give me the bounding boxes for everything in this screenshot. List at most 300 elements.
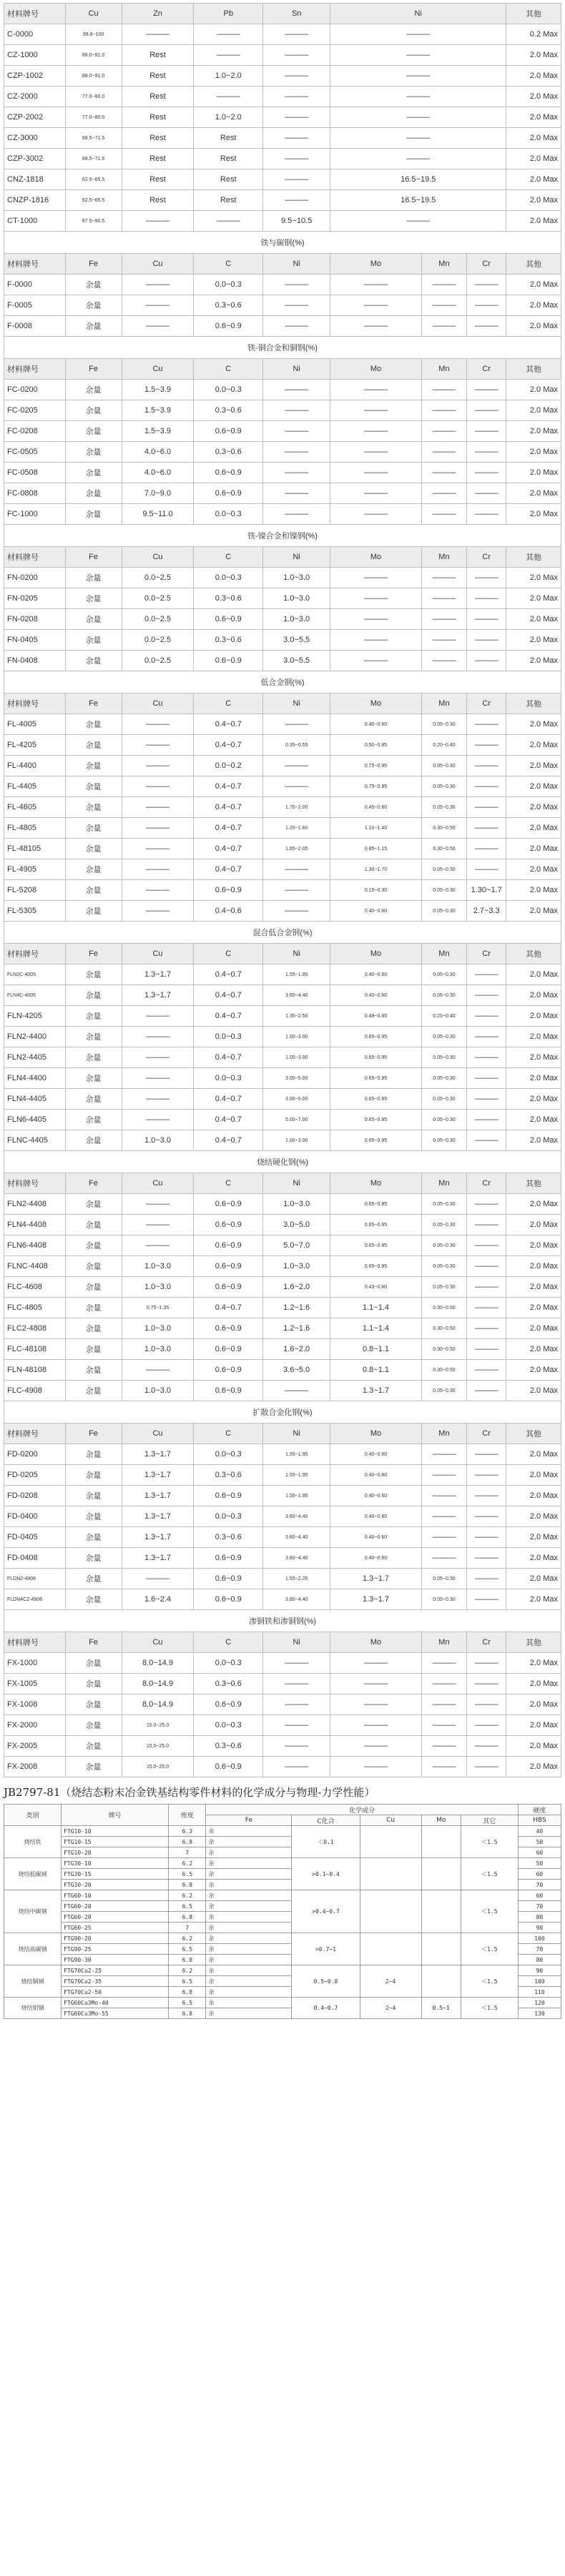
table-cell: ———	[421, 651, 467, 671]
table-cell: 0.6~0.9	[194, 651, 263, 671]
jb-header-mo: Mo	[421, 1815, 461, 1826]
table-cell: 1.0~3.0	[122, 1130, 194, 1151]
table-cell: 1.0~3.0	[122, 1381, 194, 1401]
table-row	[4, 1548, 561, 1569]
table-row	[4, 1339, 561, 1360]
table-cell: 1.30~1.7	[467, 880, 506, 901]
section-title-row	[4, 671, 561, 694]
table-cell: ———	[467, 1757, 506, 1777]
table-cell: 0.65~0.95	[330, 1256, 421, 1277]
table-cell: 1.6~2.0	[263, 1277, 330, 1298]
table-cell: 余量	[65, 1047, 122, 1068]
table-cell: 1.2~1.6	[263, 1298, 330, 1318]
table-row	[4, 985, 561, 1006]
table-cell: 余量	[65, 1089, 122, 1110]
table-cell: 1.3~1.7	[330, 1569, 421, 1589]
jb-other: ＜1.5	[461, 1998, 518, 2019]
table-row	[4, 714, 561, 735]
table-row	[4, 1506, 561, 1527]
table-cell: 0.4~0.6	[194, 901, 263, 922]
table-cell: 余量	[65, 1444, 122, 1465]
table-cell: 2.0 Max	[506, 1006, 561, 1027]
column-header: Mn	[421, 1173, 467, 1194]
table-cell: 16.5~19.5	[330, 169, 506, 190]
jb-other: ＜1.5	[461, 1965, 518, 1998]
table-cell: ———	[263, 1694, 330, 1715]
table-cell: FD-0200	[4, 1444, 66, 1465]
table-cell: 1.1~1.4	[330, 1318, 421, 1339]
table-cell: 8.0~14.9	[122, 1694, 194, 1715]
table-cell: ———	[122, 1110, 194, 1130]
jb-grade: FTG70Cu2-25	[62, 1965, 169, 1976]
table-cell: 余量	[65, 400, 122, 421]
table-cell: 99.8~100	[65, 24, 122, 45]
table-cell: 余量	[65, 1130, 122, 1151]
table-cell: 余量	[65, 985, 122, 1006]
table-cell: ———	[263, 87, 330, 107]
jb-density: 7	[169, 1923, 206, 1933]
jb-hardness: 60	[518, 1890, 561, 1901]
table-cell: ———	[467, 839, 506, 859]
jb-mo: 0.5~1	[421, 1998, 461, 2019]
table-cell: ———	[122, 1068, 194, 1089]
jb-mo	[421, 1933, 461, 1965]
jb-hardness: 100	[518, 1933, 561, 1944]
table-cell: 2.0 Max	[506, 776, 561, 797]
table-cell: ———	[467, 504, 506, 525]
table-cell: 3.6~5.0	[263, 1360, 330, 1381]
table-cell: ———	[263, 66, 330, 87]
table-cell: 0.30~0.50	[421, 818, 467, 839]
column-header: 材料牌号	[4, 547, 66, 568]
column-header: Fe	[65, 359, 122, 380]
table-cell: 余量	[65, 1027, 122, 1047]
table-cell: FLN2-4408	[4, 1194, 66, 1215]
column-header: 其他	[506, 547, 561, 568]
column-header: Cr	[467, 359, 506, 380]
column-header: Mn	[421, 1632, 467, 1653]
table-cell: ———	[421, 1694, 467, 1715]
jb-c: >0.7~1	[292, 1933, 360, 1965]
table-cell: FLN6-4405	[4, 1110, 66, 1130]
jb-grade: FTG60Cu3Mo-40	[62, 1998, 169, 2008]
table-cell: 2.0 Max	[506, 1130, 561, 1151]
jb-fe: 余	[206, 1826, 292, 1837]
section-title: 低合金钢(%)	[4, 671, 561, 694]
table-cell: 2.0 Max	[506, 1277, 561, 1298]
table-cell: FLDN2-4908	[4, 1569, 66, 1589]
table-cell: 2.0 Max	[506, 714, 561, 735]
jb-header-cu: Cu	[360, 1815, 421, 1826]
table-cell: 余量	[65, 609, 122, 630]
table-cell: 8.0~14.9	[122, 1653, 194, 1674]
column-header: C	[194, 359, 263, 380]
column-header: C	[194, 1423, 263, 1444]
table-cell: ———	[263, 400, 330, 421]
table-cell: ———	[421, 380, 467, 400]
table-cell: 1.0~3.0	[263, 588, 330, 609]
table-cell: ———	[330, 568, 421, 588]
table-cell: ———	[330, 316, 421, 337]
table-cell: 余量	[65, 1235, 122, 1256]
table-cell: 2.0 Max	[506, 1589, 561, 1610]
table-cell: 0.3~0.6	[194, 1736, 263, 1757]
table-cell: 0.4~0.7	[194, 1130, 263, 1151]
table-cell: 0.0~0.2	[194, 756, 263, 776]
table-cell: FL-4205	[4, 735, 66, 756]
table-cell: 0.6~0.9	[194, 1569, 263, 1589]
table-cell: 3.0~5.0	[263, 1215, 330, 1235]
table-cell: ———	[330, 1736, 421, 1757]
table-cell: 0.0~2.5	[122, 630, 194, 651]
table-cell: FL-4005	[4, 714, 66, 735]
table-cell: ———	[467, 588, 506, 609]
table-cell: 余量	[65, 275, 122, 295]
table-cell: ———	[330, 211, 506, 232]
table-cell: 1.0~3.0	[263, 609, 330, 630]
table-cell: 1.0~3.0	[263, 1256, 330, 1277]
column-header-row	[4, 1632, 561, 1653]
table-cell: C-0000	[4, 24, 66, 45]
table-cell: 2.0 Max	[506, 190, 561, 211]
jb-density: 6.8	[169, 1955, 206, 1965]
table-cell: 0.65~0.95	[330, 1089, 421, 1110]
jb-mo	[421, 1965, 461, 1998]
table-cell: 2.0 Max	[506, 1465, 561, 1486]
table-cell: FLNC-4408	[4, 1256, 66, 1277]
table-cell: 0.65~0.95	[330, 1235, 421, 1256]
table-cell: 2.0 Max	[506, 1194, 561, 1215]
jb-grade: FTG70Cu2-35	[62, 1976, 169, 1987]
table-cell: 0.6~0.9	[194, 1235, 263, 1256]
table-cell: ———	[467, 380, 506, 400]
table-cell: ———	[467, 776, 506, 797]
column-header: Mo	[330, 1173, 421, 1194]
jb-density: 6.5	[169, 1901, 206, 1912]
table-cell: 88.0~91.0	[65, 66, 122, 87]
table-cell: ———	[330, 463, 421, 483]
table-cell: CZP-3002	[4, 149, 66, 169]
section-title-row	[4, 232, 561, 254]
table-cell: 0.4~0.7	[194, 839, 263, 859]
jb-hardness: 90	[518, 1923, 561, 1933]
table-cell: 0.05~0.30	[421, 714, 467, 735]
jb-hardness: 40	[518, 1826, 561, 1837]
table-cell: ———	[467, 1360, 506, 1381]
table-cell: Rest	[122, 169, 194, 190]
table-cell: FX-2000	[4, 1715, 66, 1736]
table-cell: 0.6~0.9	[194, 421, 263, 442]
table-cell: FX-1005	[4, 1674, 66, 1694]
table-cell: 0.05~0.30	[421, 1569, 467, 1589]
table-cell: 0.05~0.30	[421, 1589, 467, 1610]
table-cell: ———	[467, 797, 506, 818]
table-cell: Rest	[194, 128, 263, 149]
table-cell: ———	[467, 568, 506, 588]
table-cell: ———	[122, 316, 194, 337]
table-cell: ———	[263, 901, 330, 922]
table-row	[4, 87, 561, 107]
table-cell: FL-4405	[4, 776, 66, 797]
table-cell: 2.0 Max	[506, 1089, 561, 1110]
table-cell: 2.0 Max	[506, 45, 561, 66]
table-cell: ———	[467, 442, 506, 463]
table-cell: 2.0 Max	[506, 588, 561, 609]
jb-header-c: C化合	[292, 1815, 360, 1826]
jb-standard-title: JB2797-81（烧结态粉末冶金铁基结构零件材料的化学成分与物理-力学性能）	[4, 1786, 375, 1799]
table-cell: FC-0505	[4, 442, 66, 463]
jb-density: 6.5	[169, 1944, 206, 1955]
table-cell: FN-0205	[4, 588, 66, 609]
table-cell: 2.0 Max	[506, 1757, 561, 1777]
table-cell: 3.60~4.40	[263, 985, 330, 1006]
column-header: Mo	[330, 359, 421, 380]
table-row	[4, 609, 561, 630]
column-header: Cu	[122, 1423, 194, 1444]
table-cell: ———	[467, 1486, 506, 1506]
table-cell: ———	[122, 880, 194, 901]
jb-grade: FTG60-10	[62, 1890, 169, 1901]
table-cell: ———	[467, 400, 506, 421]
jb-fe: 余	[206, 1987, 292, 1998]
column-header: Fe	[65, 944, 122, 964]
table-cell: FLN2-4400	[4, 1027, 66, 1047]
table-cell: ———	[263, 463, 330, 483]
table-row	[4, 735, 561, 756]
table-cell: 2.0 Max	[506, 211, 561, 232]
column-header: Zn	[122, 4, 194, 24]
table-cell: 余量	[65, 735, 122, 756]
table-cell: 0.40~0.60	[330, 1465, 421, 1486]
table-cell: 4.0~6.0	[122, 442, 194, 463]
table-cell: ———	[263, 504, 330, 525]
table-cell: ———	[122, 818, 194, 839]
table-cell: 0.0~0.3	[194, 504, 263, 525]
table-cell: ———	[467, 1130, 506, 1151]
table-cell: 2.0 Max	[506, 609, 561, 630]
table-cell: 3.0~5.5	[263, 630, 330, 651]
table-cell: ———	[467, 1674, 506, 1694]
table-row	[4, 1715, 561, 1736]
table-cell: 2.0 Max	[506, 756, 561, 776]
jb-fe: 余	[206, 1923, 292, 1933]
jb-other: ＜1.5	[461, 1890, 518, 1933]
table-row	[4, 504, 561, 525]
table-cell: 0.0~0.3	[194, 380, 263, 400]
section-title: 烧结硬化钢(%)	[4, 1151, 561, 1173]
table-cell: 0.75~0.95	[330, 756, 421, 776]
table-cell: ———	[467, 714, 506, 735]
table-cell: ———	[122, 275, 194, 295]
table-cell: 1.00~3.00	[263, 1027, 330, 1047]
table-cell: 0.8~1.1	[330, 1360, 421, 1381]
table-cell: ———	[467, 1006, 506, 1027]
section-title: 扩散合金化钢(%)	[4, 1401, 561, 1423]
table-cell: 68.5~71.5	[65, 128, 122, 149]
table-row	[4, 275, 561, 295]
table-cell: 2.0 Max	[506, 1360, 561, 1381]
table-cell: 0.0~0.3	[194, 1068, 263, 1089]
table-row	[4, 1736, 561, 1757]
table-cell: 0.05~0.30	[421, 797, 467, 818]
table-cell: 1.70~2.00	[263, 797, 330, 818]
jb-hardness: 60	[518, 1847, 561, 1858]
table-cell: ———	[330, 45, 506, 66]
table-cell: ———	[330, 1757, 421, 1777]
column-header-row	[4, 254, 561, 275]
column-header: 其他	[506, 4, 561, 24]
column-header: 其他	[506, 1423, 561, 1444]
table-cell: 2.0 Max	[506, 568, 561, 588]
table-cell: 2.0 Max	[506, 1715, 561, 1736]
table-cell: FLC-4805	[4, 1298, 66, 1318]
table-cell: 0.30~0.50	[421, 839, 467, 859]
table-cell: 0.0~0.3	[194, 1444, 263, 1465]
jb-density: 6.8	[169, 1987, 206, 1998]
jb-hardness: 50	[518, 1858, 561, 1869]
table-cell: ———	[467, 316, 506, 337]
table-row	[4, 1277, 561, 1298]
table-cell: 0.0~0.3	[194, 1653, 263, 1674]
table-cell: 余量	[65, 1527, 122, 1548]
table-cell: ———	[467, 1215, 506, 1235]
table-cell: 0.3~0.6	[194, 1527, 263, 1548]
table-cell: ———	[467, 735, 506, 756]
jb-density: 6.5	[169, 1869, 206, 1880]
jb-composition-table	[4, 1804, 561, 2019]
table-cell: 余量	[65, 1194, 122, 1215]
table-cell: 1.3~1.7	[122, 1444, 194, 1465]
column-header: Mo	[330, 547, 421, 568]
table-row	[4, 588, 561, 609]
table-cell: 0.6~0.9	[194, 483, 263, 504]
table-cell: 1.00~3.00	[263, 1130, 330, 1151]
jb-fe: 余	[206, 1912, 292, 1923]
table-cell: 0.05~0.30	[421, 1381, 467, 1401]
table-cell: 余量	[65, 964, 122, 985]
table-row	[4, 211, 561, 232]
jb-hardness: 80	[518, 1955, 561, 1965]
jb-other: ＜1.5	[461, 1933, 518, 1965]
table-row	[4, 1589, 561, 1610]
table-cell: 2.0 Max	[506, 400, 561, 421]
table-cell: FX-1000	[4, 1653, 66, 1674]
table-cell: 余量	[65, 442, 122, 463]
column-header: C	[194, 944, 263, 964]
table-cell: 1.55~2.25	[263, 1569, 330, 1589]
table-cell: ———	[122, 756, 194, 776]
table-cell: 0.0~0.3	[194, 1027, 263, 1047]
table-cell: 0.75~0.95	[330, 776, 421, 797]
jb-row	[4, 1998, 561, 2008]
table-cell: 余量	[65, 483, 122, 504]
table-cell: FL-4905	[4, 859, 66, 880]
table-cell: ———	[263, 24, 330, 45]
jb-header-chem: 化学成分	[206, 1805, 519, 1815]
table-cell: 余量	[65, 714, 122, 735]
table-cell: 3.0~5.5	[263, 651, 330, 671]
column-header: Mn	[421, 547, 467, 568]
table-cell: 2.0 Max	[506, 1674, 561, 1694]
table-cell: 0.30~0.50	[421, 1298, 467, 1318]
table-cell: 0.05~0.30	[421, 1215, 467, 1235]
table-cell: Rest	[122, 87, 194, 107]
table-cell: 1.3~1.7	[122, 1527, 194, 1548]
table-cell: ———	[467, 1339, 506, 1360]
table-cell: ———	[467, 609, 506, 630]
table-row	[4, 859, 561, 880]
table-cell: ———	[330, 1674, 421, 1694]
table-cell: 2.0 Max	[506, 1694, 561, 1715]
table-cell: ———	[330, 380, 421, 400]
jb-density: 6.2	[169, 1858, 206, 1869]
table-row	[4, 316, 561, 337]
jb-grade: FTG90-25	[62, 1944, 169, 1955]
jb-cu: 2~4	[360, 1965, 421, 1998]
table-cell: ———	[467, 1444, 506, 1465]
table-cell: 0.3~0.6	[194, 295, 263, 316]
table-cell: 2.7~3.3	[467, 901, 506, 922]
table-cell: 2.0 Max	[506, 87, 561, 107]
jb-hardness: 70	[518, 1901, 561, 1912]
table-cell: ———	[263, 316, 330, 337]
column-header: Ni	[263, 1632, 330, 1653]
column-header: Ni	[330, 4, 506, 24]
table-cell: FN-0408	[4, 651, 66, 671]
column-header: Ni	[263, 694, 330, 714]
table-cell: 77.0~80.0	[65, 107, 122, 128]
table-cell: ———	[122, 859, 194, 880]
table-cell: 0.05~0.30	[421, 964, 467, 985]
jb-fe: 余	[206, 1880, 292, 1890]
table-cell: 余量	[65, 1006, 122, 1027]
table-cell: 1.3~1.7	[122, 964, 194, 985]
table-cell: CZP-2002	[4, 107, 66, 128]
table-cell: 0.05~0.30	[421, 1068, 467, 1089]
table-cell: 0.0~2.5	[122, 609, 194, 630]
table-cell: 2.0 Max	[506, 1339, 561, 1360]
table-cell: 2.0 Max	[506, 442, 561, 463]
table-cell: 0.4~0.7	[194, 859, 263, 880]
table-cell: 余量	[65, 588, 122, 609]
table-cell: 余量	[65, 1715, 122, 1736]
table-row	[4, 24, 561, 45]
table-cell: ———	[330, 275, 421, 295]
column-header-row	[4, 694, 561, 714]
table-cell: 0.05~0.30	[421, 776, 467, 797]
table-cell: FL-5305	[4, 901, 66, 922]
table-cell: ———	[421, 1465, 467, 1486]
table-cell: ———	[194, 87, 263, 107]
table-row	[4, 1694, 561, 1715]
table-cell: 0.3~0.6	[194, 1465, 263, 1486]
table-cell: 1.35~2.50	[263, 1006, 330, 1027]
table-cell: 0.6~0.9	[194, 1339, 263, 1360]
table-cell: 1.0~3.0	[122, 1277, 194, 1298]
table-cell: 0.0~0.3	[194, 1715, 263, 1736]
jb-header-fe: Fe	[206, 1815, 292, 1826]
table-cell: 1.5~3.9	[122, 400, 194, 421]
table-row	[4, 839, 561, 859]
table-cell: ———	[467, 1047, 506, 1068]
table-cell: Rest	[194, 190, 263, 211]
table-cell: ———	[421, 1674, 467, 1694]
table-cell: ———	[263, 714, 330, 735]
table-row	[4, 1527, 561, 1548]
table-cell: ———	[330, 66, 506, 87]
column-header: 其他	[506, 1632, 561, 1653]
jb-header-other: 其它	[461, 1815, 518, 1826]
